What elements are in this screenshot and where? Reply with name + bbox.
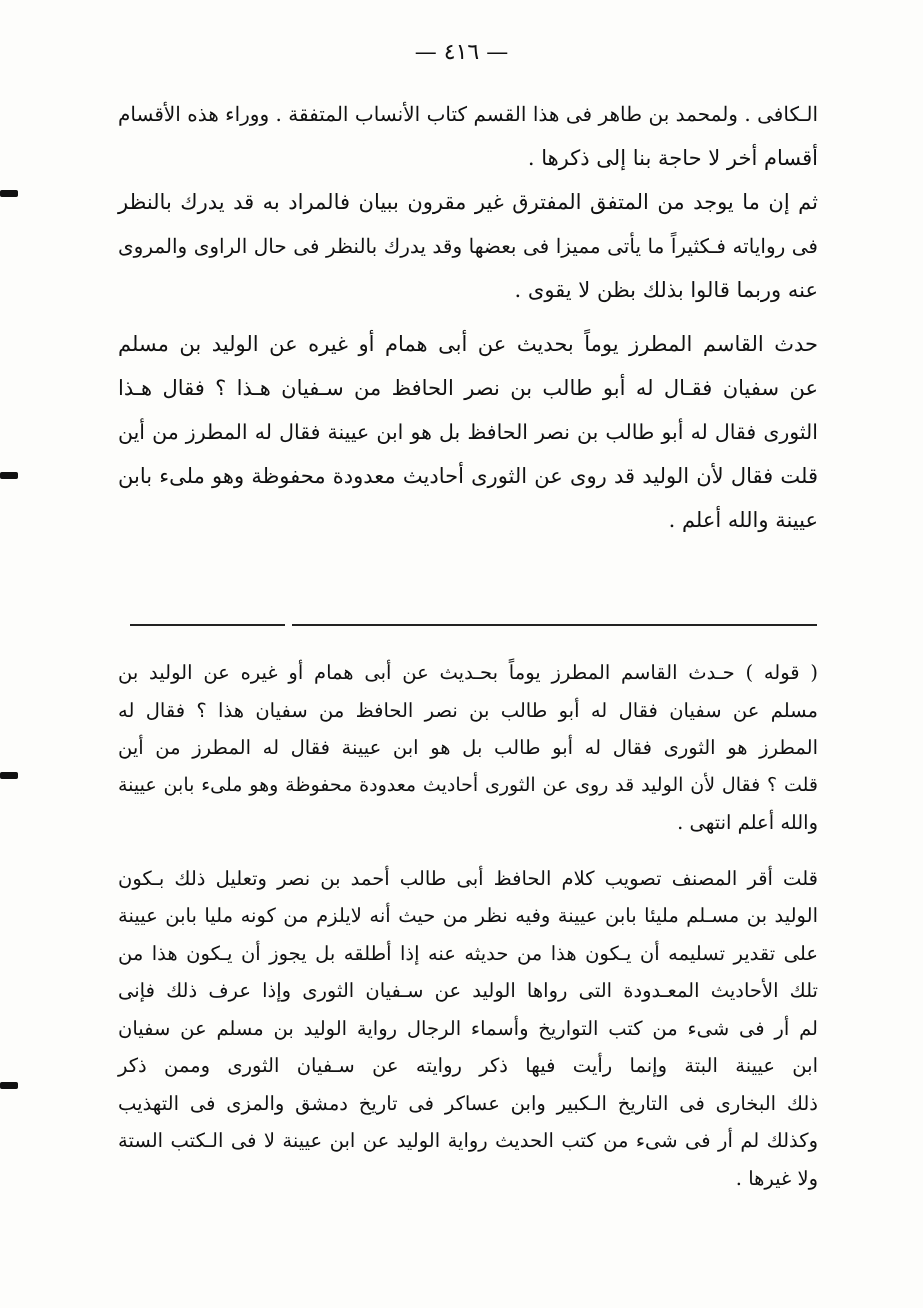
text-line: عنه وربما قالوا بذلك بظن لا يقوى . <box>514 278 818 302</box>
text-line: ولا غيرها . <box>735 1166 818 1190</box>
text-line: عن سفيان فقـال له أبو طالب بن نصر الحافظ من سـفيان هـذا ؟ فقال هـذا <box>118 376 818 400</box>
text-line: الثورى فقال له أبو طالب بن نصر الحافظ بل هو ابن عيينة فقال له المطرز من أين <box>118 420 818 444</box>
margin-mark <box>0 190 18 197</box>
text-line: قلت ؟ فقال لأن الوليد قد روى عن الثورى أحاديث معدودة محفوظة وهو ملىء بابن عيينة <box>118 773 818 796</box>
margin-mark <box>0 472 18 479</box>
text-line: المطرز هو الثورى فقال له أبو طالب بل هو ابن عيينة فقال له المطرز من أين <box>118 736 818 759</box>
main-text <box>118 92 818 542</box>
commentary-text <box>118 654 818 1197</box>
text-line: والله أعلم انتهى . <box>677 811 818 834</box>
text-line: ذلك البخارى فى التاريخ الـكبير وابن عساكر فى تاريخ دمشق والمزى فى التهذيب <box>118 1091 818 1115</box>
footnote-separator <box>292 624 817 626</box>
text-line: قلت فقال لأن الوليد قد روى عن الثورى أحاديث معدودة محفوظة وهو ملىء بابن <box>118 464 818 488</box>
margin-mark <box>0 772 18 779</box>
text-line: ( قوله ) حـدث القاسم المطرز يوماً بحـديث عن أبى همام أو غيره عن الوليد بن <box>118 661 818 684</box>
text-line: على تقدير تسليمه أن يـكون هذا من حديثه عنه إذا أطلقه بل يجوز أن يـكون هذا من <box>118 941 818 965</box>
text-line: أقسام أخر لا حاجة بنا إلى ذكرها . <box>527 146 818 170</box>
page-number: — ٤١٦ — <box>414 40 509 65</box>
text-line: حدث القاسم المطرز يوماً بحديث عن أبى همام أو غيره عن الوليد بن مسلم <box>118 332 818 356</box>
text-line: عيينة والله أعلم . <box>668 508 818 532</box>
text-line: لم أر فى شىء من كتب التواريخ وأسماء الرجال رواية الوليد بن مسلم عن سفيان <box>118 1016 818 1040</box>
text-line: ابن عيينة البتة وإنما رأيت فيها ذكر روايته عن سـفيان الثورى وممن ذكر <box>118 1054 818 1077</box>
text-line: الوليد بن مسـلم مليئا بابن عيينة وفيه نظر من حيث أنه لايلزم من كونه مليا بابن عيينة <box>118 904 818 927</box>
text-line: مسلم عن سفيان فقال له أبو طالب بن نصر الحافظ من سفيان هذا ؟ فقال له <box>118 698 818 722</box>
margin-mark <box>0 1082 18 1089</box>
text-line: فى رواياته فـكثيراً ما يأتى مميزا فى بعضها وقد يدرك بالنظر فى حال الراوى والمروى <box>118 234 818 258</box>
footnote-separator <box>130 624 285 626</box>
text-line: الـكافى . ولمحمد بن طاهر فى هذا القسم كتاب الأنساب المتفقة . ووراء هذه الأقسام <box>118 102 819 126</box>
text-line: قلت أقر المصنف تصويب كلام الحافظ أبى طالب أحمد بن نصر وتعليل ذلك بـكون <box>118 866 818 890</box>
text-line: ثم إن ما يوجد من المتفق المفترق غير مقرون ببيان فالمراد به قد يدرك بالنظر <box>118 190 818 214</box>
text-line: وكذلك لم أر فى شىء من كتب الحديث رواية الوليد عن ابن عيينة لا فى الـكتب الستة <box>118 1129 818 1152</box>
text-line: تلك الأحاديث المعـدودة التى رواها الوليد عن سـفيان الثورى وإذا عرف ذلك فإنى <box>118 979 818 1002</box>
